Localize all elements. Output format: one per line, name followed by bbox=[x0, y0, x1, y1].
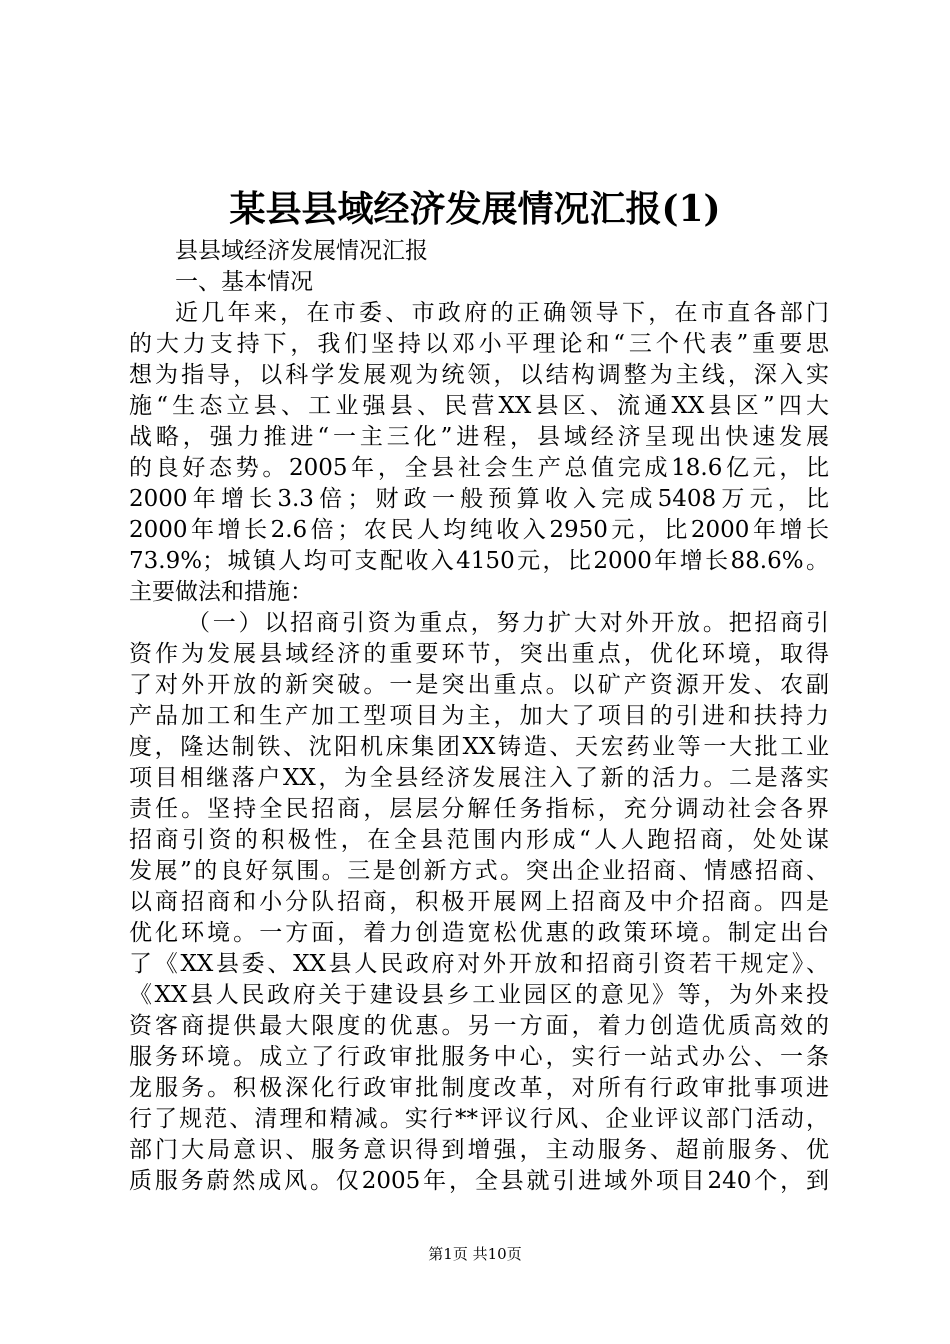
paragraph-line: 的良好态势。2005年，全县社会生产总值完成18.6亿元，比 bbox=[129, 455, 829, 481]
document-body bbox=[129, 236, 829, 1197]
paragraph-line: 73.9%；城镇人均可支配收入4150元，比2000年增长88.6%。 bbox=[129, 548, 829, 574]
paragraph-line: 产品加工和生产加工型项目为主，加大了项目的引进和扶持力 bbox=[129, 703, 829, 729]
paragraph-line: 了《XX县委、XX县人民政府对外开放和招商引资若干规定》、 bbox=[129, 951, 829, 977]
paragraph-line: 部门大局意识、服务意识得到增强，主动服务、超前服务、优 bbox=[129, 1137, 829, 1163]
paragraph-line: 2000年增长2.6倍；农民人均纯收入2950元，比2000年增长 bbox=[129, 517, 829, 543]
paragraph-line: 项目相继落户XX，为全县经济发展注入了新的活力。二是落实 bbox=[129, 765, 829, 791]
paragraph-line: 《XX县人民政府关于建设县乡工业园区的意见》等，为外来投 bbox=[129, 982, 829, 1008]
paragraph-line: 战略，强力推进“一主三化”进程，县域经济呈现出快速发展 bbox=[129, 424, 829, 450]
paragraph-line: 质服务蔚然成风。仅2005年，全县就引进域外项目240个，到 bbox=[129, 1168, 829, 1194]
paragraph-line: 行了规范、清理和精减。实行**评议行风、企业评议部门活动， bbox=[129, 1106, 829, 1132]
paragraph-line: 施“生态立县、工业强县、民营XX县区、流通XX县区”四大 bbox=[129, 393, 829, 419]
measures-heading: 主要做法和措施： bbox=[129, 579, 313, 605]
page-footer: 第1页 共10页 bbox=[428, 1245, 522, 1263]
paragraph-line: 责任。坚持全民招商，层层分解任务指标，充分调动社会各界 bbox=[129, 796, 829, 822]
section-heading: 一、基本情况 bbox=[175, 269, 313, 295]
paragraph-line: 的大力支持下，我们坚持以邓小平理论和“三个代表”重要思 bbox=[129, 331, 829, 357]
paragraph-line: 想为指导，以科学发展观为统领，以结构调整为主线，深入实 bbox=[129, 362, 829, 388]
document-subtitle: 县县域经济发展情况汇报 bbox=[175, 238, 428, 264]
paragraph-line: 发展”的良好氛围。三是创新方式。突出企业招商、情感招商、 bbox=[129, 858, 829, 884]
paragraph-line: （一）以招商引资为重点，努力扩大对外开放。把招商引 bbox=[187, 610, 829, 636]
paragraph-line: 2000年增长3.3倍；财政一般预算收入完成5408万元，比 bbox=[129, 486, 829, 512]
paragraph-line: 了对外开放的新突破。一是突出重点。以矿产资源开发、农副 bbox=[129, 672, 829, 698]
paragraph-line: 招商引资的积极性，在全县范围内形成“人人跑招商，处处谋 bbox=[129, 827, 829, 853]
paragraph-line: 优化环境。一方面，着力创造宽松优惠的政策环境。制定出台 bbox=[129, 920, 829, 946]
document-title: 某县县域经济发展情况汇报(1) bbox=[229, 188, 721, 230]
paragraph-line: 资客商提供最大限度的优惠。另一方面，着力创造优质高效的 bbox=[129, 1013, 829, 1039]
paragraph-line: 服务环境。成立了行政审批服务中心，实行一站式办公、一条 bbox=[129, 1044, 829, 1070]
paragraph-line: 资作为发展县域经济的重要环节，突出重点，优化环境，取得 bbox=[129, 641, 829, 667]
paragraph-line: 以商招商和小分队招商，积极开展网上招商及中介招商。四是 bbox=[129, 889, 829, 915]
paragraph-line: 龙服务。积极深化行政审批制度改革，对所有行政审批事项进 bbox=[129, 1075, 829, 1101]
paragraph-line: 近几年来，在市委、市政府的正确领导下，在市直各部门 bbox=[175, 300, 829, 326]
paragraph-line: 度，隆达制铁、沈阳机床集团XX铸造、天宏药业等一大批工业 bbox=[129, 734, 829, 760]
